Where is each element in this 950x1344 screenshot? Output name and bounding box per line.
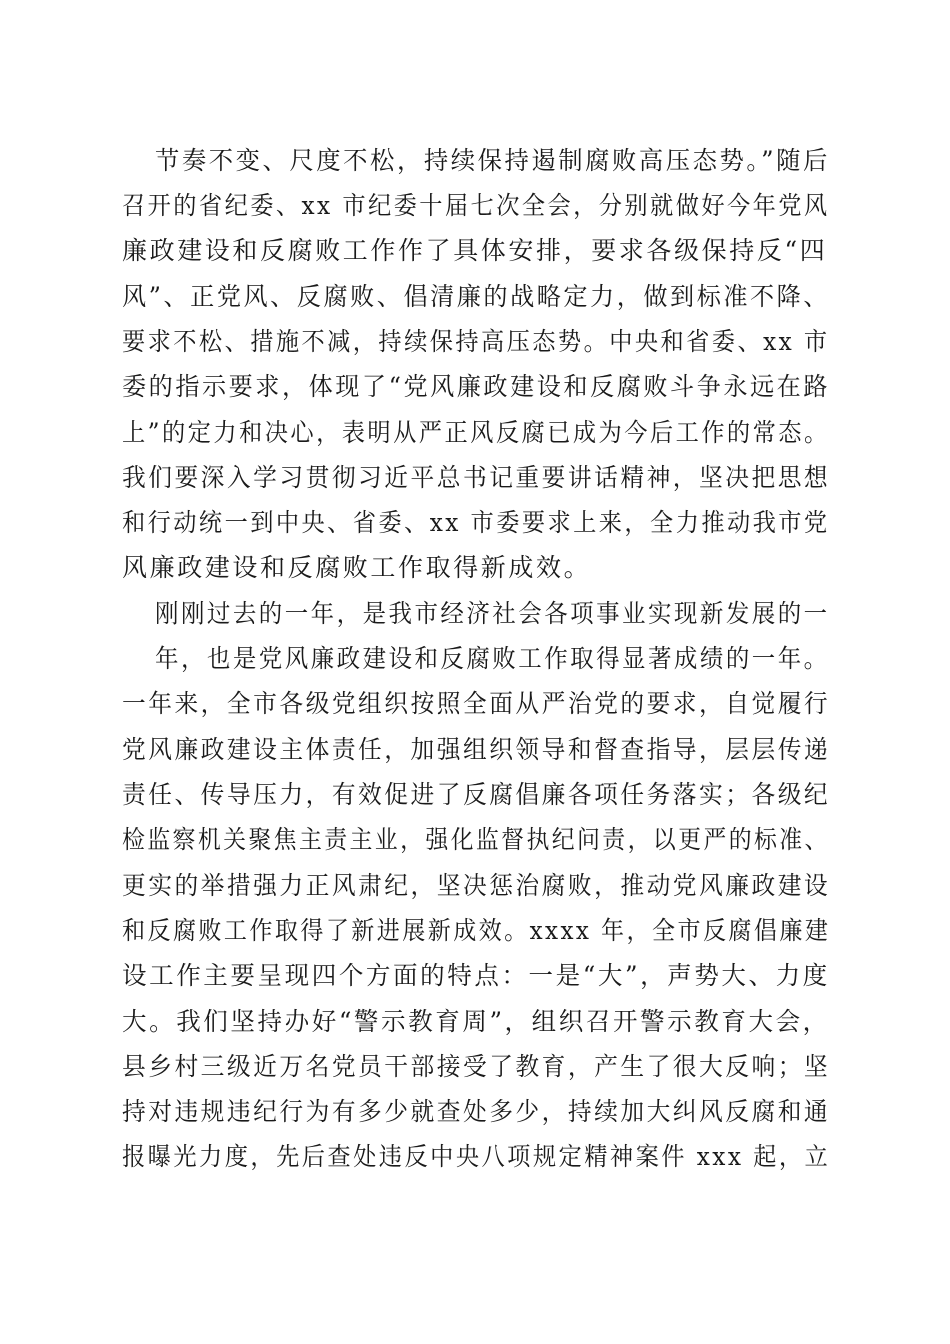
text-line: 要求不松、措施不减，持续保持高压态势。中央和省委、xx 市	[122, 327, 830, 356]
text-line: 和行动统一到中央、省委、xx 市委要求上来，全力推动我市党	[122, 508, 830, 537]
text-line: 刚刚过去的一年，是我市经济社会各项事业实现新发展的一	[155, 599, 830, 628]
text-line: 一年来，全市各级党组织按照全面从严治党的要求，自觉履行	[122, 689, 831, 718]
text-line: 设工作主要呈现四个方面的特点：一是“大”，声势大、力度	[122, 961, 830, 990]
text-line: 我们要深入学习贯彻习近平总书记重要讲话精神，坚决把思想	[122, 463, 831, 492]
text-line: 风”、正党风、反腐败、倡清廉的战略定力，做到标准不降、	[122, 282, 830, 311]
text-line: 上”的定力和决心，表明从严正风反腐已成为今后工作的常态。	[122, 418, 830, 447]
text-line: 委的指示要求，体现了“党风廉政建设和反腐败斗争永远在路	[122, 372, 830, 401]
text-line: 检监察机关聚焦主责主业，强化监督执纪问责，以更严的标准、	[122, 825, 830, 854]
text-line: 更实的举措强力正风肃纪，坚决惩治腐败，推动党风廉政建设	[122, 871, 831, 900]
text-line: 风廉政建设和反腐败工作取得新成效。	[122, 553, 592, 582]
text-line: 持对违规违纪行为有多少就查处多少，持续加大纠风反腐和通	[122, 1097, 831, 1126]
text-line: 节奏不变、尺度不松，持续保持遏制腐败高压态势。”随后	[155, 146, 830, 175]
text-line: 廉政建设和反腐败工作作了具体安排，要求各级保持反“四	[122, 236, 828, 265]
text-line: 党风廉政建设主体责任，加强组织领导和督查指导，层层传递	[122, 735, 831, 764]
text-line: 报曝光力度，先后查处违反中央八项规定精神案件 xxx 起，立	[122, 1142, 831, 1171]
text-line: 县乡村三级近万名党员干部接受了教育，产生了很大反响；坚	[122, 1052, 831, 1081]
text-line: 和反腐败工作取得了新进展新成效。xxxx 年，全市反腐倡廉建	[122, 916, 831, 945]
text-line: 责任、传导压力，有效促进了反腐倡廉各项任务落实；各级纪	[122, 780, 831, 809]
text-line: 年，也是党风廉政建设和反腐败工作取得显著成绩的一年。	[155, 644, 830, 673]
text-line: 大。我们坚持办好“警示教育周”，组织召开警示教育大会，	[122, 1007, 830, 1036]
text-line: 召开的省纪委、xx 市纪委十届七次全会，分别就做好今年党风	[122, 191, 830, 220]
